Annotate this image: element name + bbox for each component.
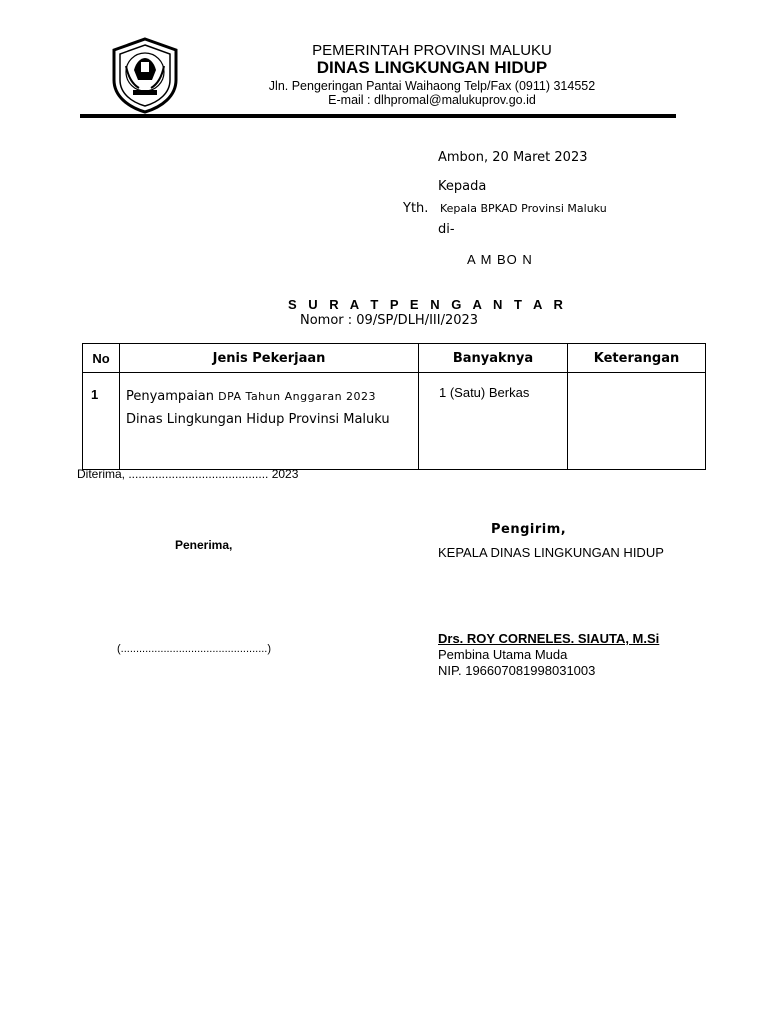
job-detail: DPA Tahun Anggaran 2023 — [218, 390, 377, 403]
received-line: Diterima, .......................................... 2023 — [77, 467, 299, 481]
maluku-province-emblem — [106, 36, 184, 114]
header-government: PEMERINTAH PROVINSI MALUKU — [312, 42, 552, 59]
receiver-label: Penerima, — [175, 538, 233, 552]
sender-position: KEPALA DINAS LINGKUNGAN HIDUP — [438, 545, 664, 560]
letter-number: Nomor : 09/SP/DLH/III/2023 — [300, 313, 479, 328]
col-header-job: Jenis Pekerjaan — [120, 344, 419, 373]
header-divider — [80, 114, 676, 118]
col-header-note: Keterangan — [568, 344, 706, 373]
cell-no: 1 — [83, 373, 120, 470]
sender-label: Pengirim, — [491, 522, 567, 537]
table-header-row — [83, 344, 706, 373]
sender-nip: NIP. 196607081998031003 — [438, 663, 596, 678]
job-prefix: Penyampaian — [126, 389, 214, 404]
place-date: Ambon, 20 Maret 2023 — [438, 150, 588, 165]
col-header-qty: Banyaknya — [419, 344, 568, 373]
to-label: Kepada — [438, 179, 487, 194]
di-label: di- — [438, 222, 455, 237]
cell-job — [120, 373, 419, 470]
table-row — [83, 373, 706, 470]
sender-name: Drs. ROY CORNELES. SIAUTA, M.Si — [438, 631, 660, 646]
header-address: Jln. Pengeringan Pantai Waihaong Telp/Fax (0911) 314552 — [268, 79, 596, 93]
sender-rank: Pembina Utama Muda — [438, 647, 568, 662]
header-agency: DINAS LINGKUNGAN HIDUP — [316, 58, 548, 77]
receiver-signature-line: (................................................) — [117, 643, 272, 655]
job-line2: Dinas Lingkungan Hidup Provinsi Maluku — [126, 412, 390, 427]
cell-qty: 1 (Satu) Berkas — [419, 373, 568, 470]
cell-note — [568, 373, 706, 470]
city: A M BO N — [467, 252, 533, 267]
yth-label: Yth. — [403, 201, 429, 216]
letter-title: S U R A T P E N G A N T A R — [288, 297, 567, 312]
recipient: Kepala BPKAD Provinsi Maluku — [440, 202, 607, 215]
col-header-no: No — [83, 344, 120, 373]
header-email: E-mail : dlhpromal@malukuprov.go.id — [328, 93, 536, 107]
item-table — [82, 343, 706, 470]
